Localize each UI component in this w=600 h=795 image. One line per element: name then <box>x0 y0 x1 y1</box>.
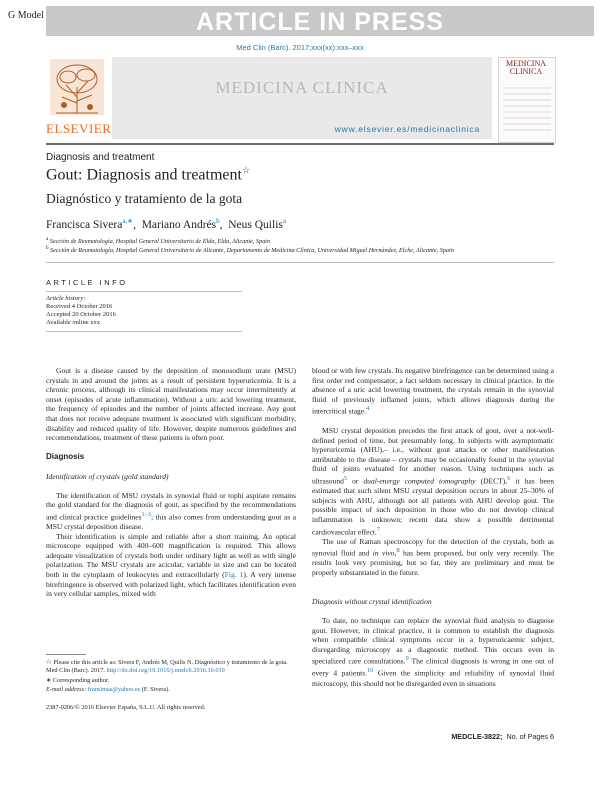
subheading-identification: Identification of crystals (gold standard) <box>46 471 169 481</box>
affiliation-mark: a <box>46 237 49 242</box>
article-title <box>46 165 250 184</box>
body-paragraph <box>312 366 554 416</box>
footnote-text: Please cite this article as: Sivera F, Andrés M, Quilis N. Diagnóstico y tratamiento de la gota. Med Clin (Barc). 2017. <box>46 659 288 675</box>
email-link[interactable]: fransimas@yahoo.es <box>87 686 141 693</box>
email-label: E-mail address: <box>46 686 87 693</box>
document-number <box>400 732 554 741</box>
journal-url-link[interactable]: www.elsevier.es/medicinaclinica <box>334 124 480 134</box>
paragraph-text: MSU crystal deposition precedes the first attack of gout, over a not-well-defined period of time, but presumably long. In subjects with asymptomatic hyperuricemia (AHU),– i.e., without gout attacks or other manifestation attributable to the disease – crystals may be occasionally found in the synovial fluid of joints evaluated for another reason. Using techniques such as ultrasound <box>312 426 554 486</box>
reference-link[interactable]: 4 <box>366 405 370 413</box>
doi-link[interactable]: http://dx.doi.org/10.1016/j.medcli.2016.10.019 <box>106 667 225 675</box>
italic-term: dual-energy computed tomography <box>363 476 476 486</box>
document-code: MEDCLE-3822; <box>451 732 503 741</box>
abstract-paragraph: Gout is a disease caused by the deposition of monosodium urate (MSU) crystals in and around the joints as a result of persistent hyperuricemia. It is a chronic process, although its clinical manifestations may occur intermittently at onset (episodes of acute inflammation). Without a uric acid lowering treatment, the frequency of episodes and the number of joints affected increase. Any gout that does not receive adequate treatment is associated with significant morbidity, disability and reduced quality of life. However, despite numerous guidelines and recommendations, treatment of these patients is often poor. <box>46 366 296 443</box>
italic-term: in vivo <box>372 548 395 558</box>
paragraph-text: blood or with few crystals. Its negative birefringence can be determined using a first order red compensator, a fact seldom necessary in clinical practice. In the absence of a uric acid lowering treatment, the crystals remain in the synovial fluid of previously inflamed joints, which allows diagnosis during the intercritical stage. <box>312 366 554 416</box>
paragraph-text: The identification of MSU crystals in synovial fluid or tophi aspirate remains the gold standard for the diagnosis of gout, as specified by the recommendations and clinical practice guidelines <box>46 490 296 522</box>
reference-link[interactable]: 7 <box>376 525 380 533</box>
history-received: Received 4 October 2016 <box>46 303 113 310</box>
body-right-column <box>312 366 554 688</box>
paragraph-text: ; this also comes from understanding gout as a MSU crystal deposition disease. <box>46 512 296 532</box>
divider <box>46 291 242 292</box>
body-paragraph <box>46 532 296 599</box>
author-marks[interactable]: a <box>282 217 286 225</box>
divider <box>46 331 242 332</box>
author-marks[interactable]: a,∗ <box>122 217 134 225</box>
article-in-press-text: ARTICLE IN PRESS <box>196 8 444 36</box>
author-separator: , <box>133 218 136 231</box>
affiliation-text: Sección de Reumatología, Hospital General Universitario de Elda, Elda, Alicante, Spain <box>49 238 270 246</box>
email-footnote <box>46 686 296 694</box>
author-name[interactable]: Francisca Sivera <box>46 218 123 231</box>
paragraph-text: To date, no technique can replace the synovial fluid analysis to diagnose gout. However, in clinical practice, it is common to establish the diagnosis when compatible clinical symptoms occur in a hyperuricaemic subject, disregarding microscopy as a diagnostic method. This occurs even in specialized care consultations. <box>312 615 554 666</box>
affiliation <box>46 237 270 245</box>
article-info-heading: ARTICLE INFO <box>46 278 128 287</box>
masthead-rule <box>46 143 554 145</box>
elsevier-tree-logo-icon <box>46 57 108 127</box>
footnote-rule <box>46 654 86 655</box>
paragraph-text: ). A very intense birefringence is observed with polarized light, which facilitates identification even in very cellular samples, mixed with <box>46 569 297 599</box>
author-marks[interactable]: b <box>216 217 220 225</box>
corresponding-author-note: ∗ Corresponding author. <box>46 677 110 684</box>
reference-link[interactable]: 5 <box>343 475 348 483</box>
journal-title: MEDICINA CLINICA <box>215 78 389 97</box>
subheading-without-crystal: Diagnosis without crystal identification <box>312 596 432 606</box>
title-footnote-mark[interactable]: ☆ <box>241 165 251 175</box>
author-separator: , <box>219 218 223 231</box>
reference-link[interactable]: 9 <box>405 655 409 663</box>
author-name[interactable]: Neus Quilis <box>228 218 283 231</box>
g-model-label: G Model <box>8 10 44 21</box>
body-paragraph <box>312 616 554 688</box>
affiliation <box>46 246 454 254</box>
paragraph-text: Their identification is simple and reliable after a short training. An optical microscope equipped with 400–600 magnification is required. This allows adequate visualization of crystals both under ordinary light as well as with single polarization. The MSU crystals are acicular, variable in size and can be located both in the cytoplasm of leukocytes and extracellularly ( <box>46 531 296 579</box>
paragraph-text: The clinical diagnosis is wrong in one out of every 4 patients. <box>312 656 555 678</box>
copyright-line: 2387-0206/© 2016 Elsevier España, S.L.U. All rights reserved. <box>46 704 206 711</box>
section-label: Diagnosis and treatment <box>46 152 155 163</box>
affiliation-mark: b <box>46 246 49 251</box>
body-paragraph <box>46 491 296 532</box>
paragraph-text: Given the simplicity and reliability of synovial fluid microscopy, this should not be disregarded even in situations <box>312 668 555 688</box>
paragraph-text: has been proposed, but only very recently. The results look very promising, but so far, they are preliminary and must be properly substantiated in the future. <box>312 548 554 577</box>
paragraph-text: or <box>347 476 364 486</box>
footnote-mark: ☆ <box>46 659 52 666</box>
heading-diagnosis: Diagnosis <box>46 452 85 462</box>
paragraph-text: The use of Raman spectroscopy for the detection of the crystals, both as synovial fluid and <box>312 536 554 558</box>
paragraph-text: (DECT), <box>475 476 508 486</box>
history-label: Article history: <box>46 295 86 302</box>
author-list <box>46 217 286 231</box>
body-paragraph: The use of Raman spectroscopy for the detection of the crystals, both as synovial fluid and in vivo,$^8$ has been proposed, but only very recently. The results look very promising, but so far, they are preliminary and must be properly substantiated in the future. <box>312 536 554 577</box>
citation-line[interactable]: Med Clin (Barc). 2017;xxx(xx):xxx–xxx <box>236 43 364 52</box>
body-left-column <box>46 366 296 599</box>
article-history <box>46 295 116 327</box>
figure-link[interactable]: Fig. 1 <box>224 569 244 579</box>
affiliation-text: Sección de Reumatología, Hospital General Universitario de Alicante, Departamento de Medicina Clínica, Universidad Miguel Hernández, Elche, Alicante, Spain <box>50 247 454 255</box>
article-subtitle: Diagnóstico y tratamiento de la gota <box>46 191 243 206</box>
paragraph-text: it has been estimated that such silent MSU crystal deposition occurs in about 25–30% of subjects with AHU, although not all patients with AHU develop gout. The possible impact of such deposition in those who do not develop clinical inflammation is unknown; recent data show a possible detrimental cardiovascular effect. <box>312 476 554 537</box>
reference-link[interactable]: 6 <box>507 475 511 483</box>
elsevier-wordmark: ELSEVIER <box>46 121 112 136</box>
reference-link[interactable]: 10 <box>367 667 374 675</box>
author-name[interactable]: Mariano Andrés <box>141 218 217 231</box>
cover-title: MEDICINA CLINICA <box>506 59 546 76</box>
citation-footnote <box>46 659 296 675</box>
body-paragraph <box>312 426 554 537</box>
history-online: Available online xxx <box>46 319 101 326</box>
history-accepted: Accepted 20 October 2016 <box>46 311 116 318</box>
reference-link[interactable]: 1–3 <box>141 510 151 518</box>
title-text: Gout: Diagnosis and treatment <box>46 166 242 184</box>
divider <box>46 262 554 263</box>
page-count: No. of Pages 6 <box>506 732 554 741</box>
reference-link[interactable]: 8 <box>396 547 400 555</box>
email-owner: (F. Sivera). <box>141 686 170 693</box>
